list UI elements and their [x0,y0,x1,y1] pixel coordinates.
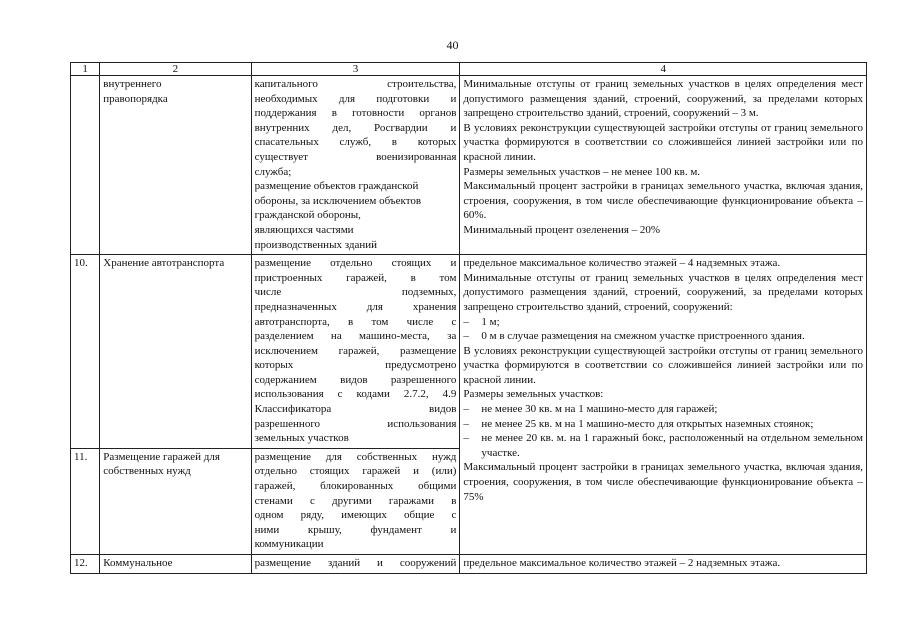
desc-line: необходимых для подготовки и [254,92,457,105]
desc-line: предназначенных для хранения [254,300,457,313]
param-paragraph: Минимальный процент озеленения – 20% [463,223,661,236]
desc-line: размещение для собственных нужд [254,450,457,463]
desc-line: содержанием видов разрешенного [254,373,457,386]
desc-line: числе подземных, [254,286,457,299]
use-type-name [100,555,251,574]
use-type-name [100,255,251,449]
page-number: 40 [446,38,459,52]
permitted-parameters [460,76,867,255]
column-header-3: 3 [251,63,460,76]
desc-line: спасательных служб, в которых [254,136,457,149]
row-number [71,76,100,255]
desc-line: разрешенного использования [254,417,457,430]
name-line: Коммунальное [103,557,173,569]
permitted-parameters-shared [460,255,867,555]
param-paragraph: В условиях реконструкции существующей застройки отступы от границ земельного участка формируются в соответствии со сложившейся линией застройки или по красной линии. [463,344,863,386]
table-header-row [71,63,867,76]
desc-line: внутренних дел, Росгвардии и [254,121,457,134]
desc-line: размещение зданий и сооружений [254,557,457,569]
name-line: внутреннего [103,78,162,90]
param-paragraph: предельное максимальное количество этажей – 4 надземных этажа. [463,257,781,270]
param-bullet [463,402,863,417]
desc-line: служба; [254,165,292,178]
desc-line: капитального строительства, [254,78,457,90]
name-line: Хранение автотранспорта [103,257,225,270]
dash-marker: – [463,417,469,430]
bullet-text: 1 м; [481,315,500,328]
desc-line: существует военизированная [254,150,457,163]
desc-line: исключением гаражей, размещение [254,344,457,357]
table-row [71,555,867,574]
permitted-parameters [460,555,867,574]
desc-line: коммуникации [254,538,324,551]
desc-line: гражданской обороны, [254,209,361,222]
desc-line: автотранспорта, в том числе с [254,315,457,328]
column-header-4: 4 [460,63,867,76]
desc-line: являющихся частями [254,223,354,236]
dash-marker: – [463,403,469,416]
row-number: 11. [71,448,100,554]
param-bullet [463,329,863,344]
desc-line: производственных зданий [254,238,377,251]
desc-line: поддержания в готовности органов [254,107,457,120]
row-number: 12. [71,555,100,574]
desc-line: одном ряду, имеющих общие с [254,509,457,522]
dash-marker: – [463,330,469,343]
dash-marker: – [463,315,469,328]
name-line: собственных нужд [103,465,191,478]
desc-line: размещение объектов гражданской [254,180,419,193]
desc-line: пристроенных гаражей, в том [254,271,457,284]
use-type-description [251,555,460,574]
bullet-text: 0 м в случае размещения на смежном участке пристроенного здания. [481,330,805,343]
bullet-text: не менее 20 кв. м. на 1 гаражный бокс, расположенный на отдельном земельном участке. [481,432,863,459]
bullet-text: не менее 25 кв. м на 1 машино-место для открытых наземных стоянок; [481,417,814,430]
desc-line: Классификатора видов [254,403,457,416]
param-bullet [463,431,863,460]
param-paragraph: Минимальные отступы от границ земельных участков в целях определения мест допустимого размещения зданий, строений, сооружений, за пределами которых запрещено строительство зданий, строений, сооружений: [463,271,863,313]
desc-line: использования с кодами 2.7.2, 4.9 [254,388,457,401]
param-paragraph: В условиях реконструкции существующей застройки отступы от границ земельного участка формируются в соответствии со сложившейся линией застройки или по красной линии. [463,121,863,163]
name-line: правопорядка [103,92,168,105]
param-paragraph: Максимальный процент застройки в границах земельного участка, включая здания, строения, сооружения, в том числе обеспечивающие функционирование объекта – 75% [463,461,863,503]
zoning-regulations-table [70,62,867,574]
table-row [71,255,867,449]
use-type-description [251,76,460,255]
dash-marker: – [463,432,469,445]
desc-line: отдельно стоящих гаражей и (или) [254,465,457,478]
desc-line: обороны, за исключением объектов [254,194,422,207]
name-line: Размещение гаражей для [103,450,220,463]
use-type-name [100,76,251,255]
desc-line: земельных участков [254,432,349,445]
desc-line: ними крышу, фундамент и [254,523,457,536]
bullet-text: не менее 30 кв. м на 1 машино-место для гаражей; [481,403,718,416]
column-header-1: 1 [71,63,100,76]
param-paragraph: Минимальные отступы от границ земельных участков в целях определения мест допустимого размещения зданий, строений, сооружений, за пределами которых запрещено строительство зданий, строений, сооружений – 3 м. [463,78,863,120]
param-bullet [463,417,863,432]
use-type-name [100,448,251,554]
use-type-description [251,255,460,449]
param-paragraph: Размеры земельных участков – не менее 100 кв. м. [463,165,701,178]
param-bullet [463,315,863,330]
desc-line: разделением на машино-места, за [254,330,457,343]
desc-line: размещение отдельно стоящих и [254,257,457,270]
column-header-2: 2 [100,63,251,76]
desc-line: гаражей, блокированных общими [254,480,457,493]
param-paragraph: Размеры земельных участков: [463,388,604,401]
table-row [71,76,867,255]
param-paragraph: Максимальный процент застройки в границах земельного участка, включая здания, строения, сооружения, в том числе обеспечивающие функционирование объекта – 60%. [463,180,863,222]
row-number: 10. [71,255,100,449]
use-type-description [251,448,460,554]
param-paragraph: предельное максимальное количество этажей – 2 надземных этажа. [463,557,781,569]
desc-line: которых предусмотрено [254,359,457,372]
desc-line: стенами с другими гаражами в [254,494,457,507]
